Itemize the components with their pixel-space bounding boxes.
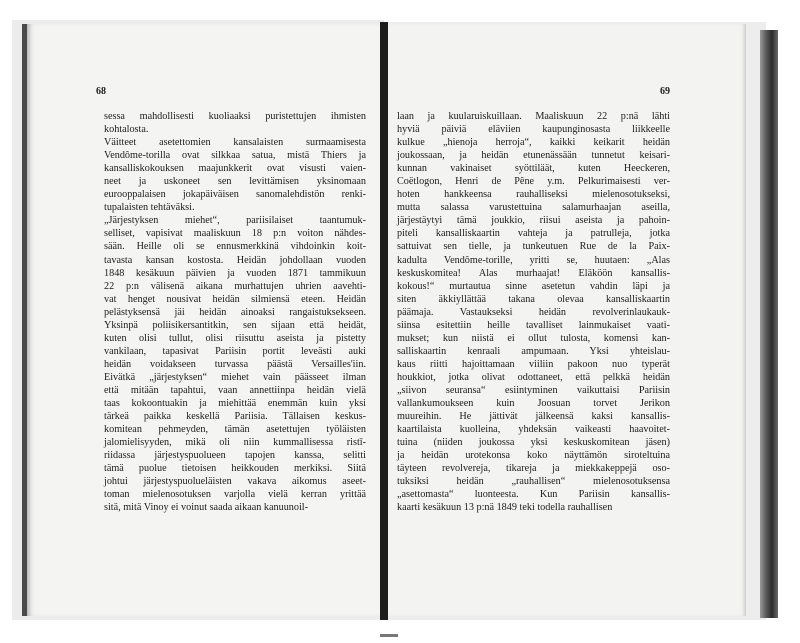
text-line: kuten olisi tullut, olisi riisuttu aseista ja pistetty bbox=[104, 332, 366, 344]
text-line: „Järjestyksen miehet“, pariisilaiset taantumuk- bbox=[104, 215, 366, 227]
text-line: ja heidän urotekonsa koko näyttämön siroteltuina bbox=[397, 450, 670, 462]
text-line: toman mielenosotuksen varjolla vielä kerran yrittää bbox=[104, 489, 366, 501]
text-line: taas kokoontuakin ja miehittää enemmän kuin yksi bbox=[104, 398, 366, 410]
text-line: siinsa esitettiin heille tavalliset lainmukaiset vaati- bbox=[397, 319, 670, 331]
text-line: piteli kansalliskaartin vahteja ja patrulleja, jotka bbox=[397, 228, 670, 240]
text-line: tärkeä paikka keskellä Pariisia. Tällaisen keskus- bbox=[104, 411, 366, 423]
text-line: kaartilaista kuolleina, yhdeksän vaikeasti haavoitet- bbox=[397, 424, 670, 436]
text-line: kansalliskokouksen maajunkkerit ovat visusti vaien- bbox=[104, 163, 366, 175]
left-page-text bbox=[104, 110, 366, 514]
text-line: Coëtlogon, Henri de Pêne y.m. Pelkurimaisesti ver- bbox=[397, 176, 670, 188]
text-line: heidän voidakseen turvassa päästä Versailles'iin. bbox=[104, 358, 366, 370]
text-line: komitean pehmeyden, tämän asetettujen työläisten bbox=[104, 424, 366, 436]
text-line: mukset; kun niistä ei ollut tulosta, komensi kan- bbox=[397, 332, 670, 344]
text-line: pelästyksensä jäi heidän ainoaksi rangaistuksekseen. bbox=[104, 306, 366, 318]
text-line: keskuskomitea! Alas murhaajat! Eläköön kansallis- bbox=[397, 267, 670, 279]
text-line: Eivätkä „järjestyksen“ miehet vain päässeet ilman bbox=[104, 371, 366, 383]
text-line: neet ja uskoneet sen levittämisen yksinomaan bbox=[104, 176, 366, 188]
scan-mark bbox=[380, 634, 398, 637]
text-line: selliset, vapisivat maaliskuun 18 p:n voiton nähdes- bbox=[104, 228, 366, 240]
text-line: tuksiksi heidän „rauhallisen“ mielenosotuksensa bbox=[397, 476, 670, 488]
text-line: että mitään tapahtui, vaan annettiinpa heidän vielä bbox=[104, 384, 366, 396]
text-line: hoten hankkeensa rauhalliseksi mielenosotukseksi, bbox=[397, 189, 670, 201]
text-line: 22 p:n välisenä aikana murhattujen uhrien aavehti- bbox=[104, 280, 366, 292]
text-line: päämaja. Vastaukseksi heidän revolverinlaukauk- bbox=[397, 306, 670, 318]
text-line: sään. Heille oli se ennusmerkkinä vihdoinkin koit- bbox=[104, 241, 366, 253]
text-line: „siivon seuransa“ esiintyminen vaikuttaisi Pariisin bbox=[397, 384, 670, 396]
text-line: Vendôme-torilla ovat silkkaa satua, mistä Thiers ja bbox=[104, 150, 366, 162]
text-line: mutta salassa varustettuina salamurhaajan aseilla, bbox=[397, 202, 670, 214]
right-page-number: 69 bbox=[660, 86, 670, 97]
text-line: Väitteet asetettomien kansalaisten surmaamisesta bbox=[104, 137, 366, 149]
text-line: kaarti kesäkuun 13 p:nä 1849 teki todella rauhallisen bbox=[397, 502, 613, 514]
text-line: eurooppalaisen jokapäiväisen sanomalehdistön renki- bbox=[104, 189, 366, 201]
text-line: sessa mahdollisesti kuoliaaksi puristettujen ihmisten bbox=[104, 111, 366, 122]
text-line: kaus riitti hajoittamaan viiliin pakoon nuo typerät bbox=[397, 358, 670, 370]
text-line: kohtalosta. bbox=[104, 124, 149, 136]
text-line: vallankumoukseen kuin Joosuan torvet Jerikon bbox=[397, 398, 670, 410]
text-line: kulkue „hienoja herroja“, kaikki keikarit heidän bbox=[397, 137, 670, 149]
text-line: jalomielisyyden, mikä oli niin kummallisessa ristī- bbox=[104, 437, 366, 449]
text-line: tavasta kansan kostosta. Heidän johdollaan vuoden bbox=[104, 254, 366, 266]
text-line: salliskaartin kenraali ampumaan. Yksi yhteislau- bbox=[397, 345, 670, 357]
text-line: vat henget nousivat heidän silmiensä eteen. Heidän bbox=[104, 293, 366, 305]
text-line: kunnan vakinaiset syöttiläät, kuten Heeckeren, bbox=[397, 163, 670, 175]
book-gutter bbox=[380, 22, 388, 620]
text-line: houkkiot, jotka olivat odottaneet, että pelkkä heidän bbox=[397, 371, 670, 383]
text-line: täyteen revolvereja, tikareja ja miekkakeppejä oso- bbox=[397, 463, 670, 475]
text-line: hyviä päiviä eläviien kaupunginosasta liikkeelle bbox=[397, 124, 670, 136]
text-line: „asettomasta“ luonteesta. Kun Pariisin kansallis- bbox=[397, 489, 670, 501]
right-page-text bbox=[397, 110, 670, 514]
text-line: järjestäytyi tämä joukkio, riisui aseista ja pahoin- bbox=[397, 215, 670, 227]
text-line: sattuivat sen tielle, ja tunkeutuen Rue de la Paix- bbox=[397, 241, 670, 253]
text-line: tupalaisten tehtäväksi. bbox=[104, 202, 195, 214]
left-page-number: 68 bbox=[96, 86, 106, 97]
text-line: laan ja kuularuiskuillaan. Maaliskuun 22 p:nä lähti bbox=[397, 111, 670, 122]
text-line: 1848 kesäkuun päivien ja vuoden 1871 tammikuun bbox=[104, 267, 366, 279]
text-line: tämä puolue tietoisen heikkouden merkiksi. Siitä bbox=[104, 463, 366, 475]
text-line: vankilaan, tapasivat Pariisin portit leveästi auki bbox=[104, 345, 366, 357]
text-line: muureihin. He jättivät jälkeensä kaksi kansallis- bbox=[397, 411, 670, 423]
text-line: tuina (niiden joukossa yksi keskuskomitean jäsen) bbox=[397, 437, 670, 449]
text-line: joukossaan, ja heidän etunenässään tunnetut keisari- bbox=[397, 150, 670, 162]
text-line: sitä, mitä Vinoy ei voinut saada aikaan kanuunoil- bbox=[104, 502, 309, 514]
text-line: Yksinpä poliisikersantitkin, sen sijaan että heidät, bbox=[104, 319, 366, 331]
text-line: siten äkkiyllättää takana olevaa kansalliskaartin bbox=[397, 293, 670, 305]
text-line: johtui järjestyspuolueläisten vakava aikomus aseet- bbox=[104, 476, 366, 488]
page-edges bbox=[760, 30, 778, 618]
text-line: kadulta Vendôme-torille, yritti se, huutaen: „Alas bbox=[397, 254, 670, 266]
text-line: riidassa järjestyspuolueen tapojen kanssa, selitti bbox=[104, 450, 366, 462]
text-line: kokous!“ murtautua sinne asetetun vahdin läpi ja bbox=[397, 280, 670, 292]
